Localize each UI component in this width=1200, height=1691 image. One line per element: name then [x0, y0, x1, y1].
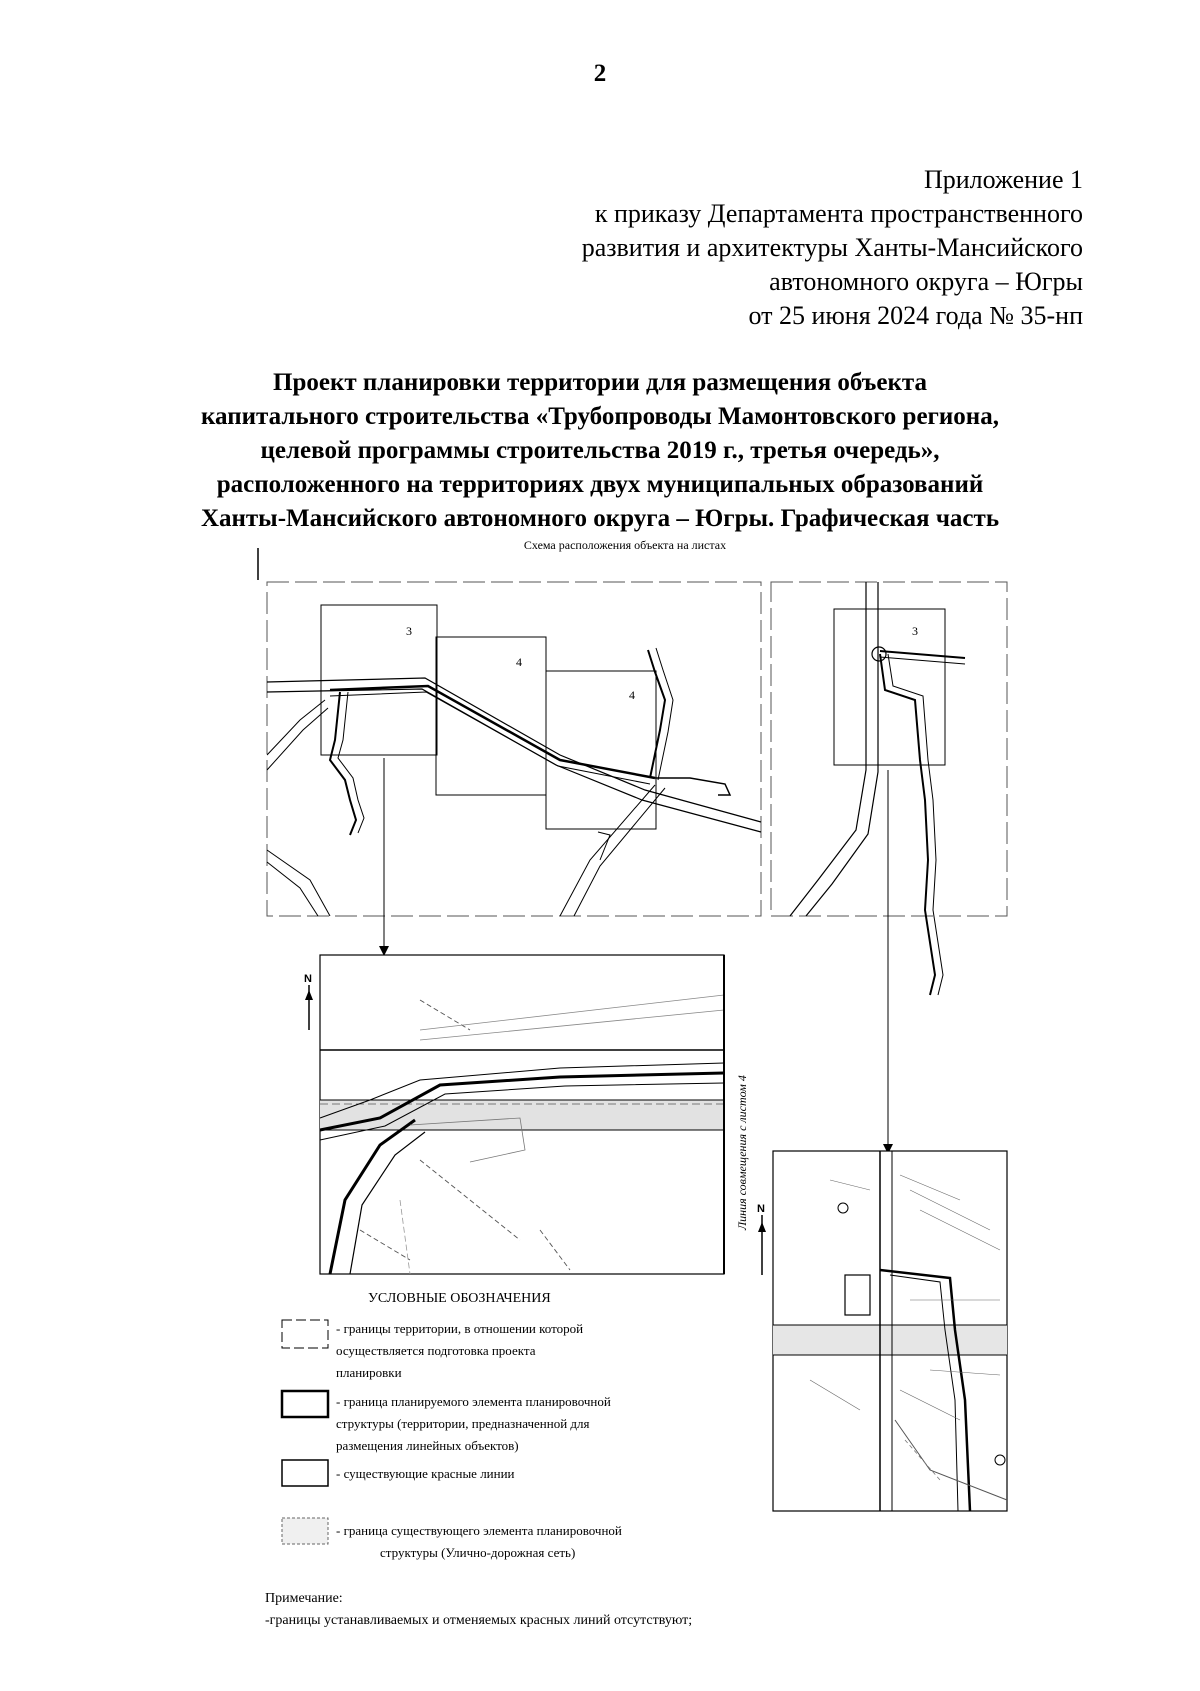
- appendix-line: Приложение 1: [923, 165, 1083, 194]
- legend-item-planned-element: [336, 1391, 611, 1457]
- match-line-label: Линия совмещения с листом 4: [735, 1075, 749, 1230]
- page-number: 2: [593, 60, 607, 87]
- appendix-line: от 25 июня 2024 года № 35-нп: [748, 301, 1083, 330]
- appendix-line: развития и архитектуры Ханты-Мансийского: [581, 233, 1083, 262]
- sheet-label: 4: [516, 655, 522, 669]
- appendix-line: автономного округа – Югры: [769, 267, 1083, 296]
- legend-symbol-road-network: [282, 1518, 328, 1544]
- legend-line: - существующие красные линии: [336, 1466, 515, 1481]
- legend-line: - граница планируемого элемента планировочной: [336, 1394, 611, 1409]
- sheet-label: 3: [912, 624, 918, 638]
- title-line: расположенного на территориях двух муниципальных образований: [216, 471, 984, 498]
- legend-item-road-network: [336, 1520, 622, 1564]
- legend-item-planning-territory: [336, 1318, 583, 1384]
- north-label: N: [757, 1203, 765, 1215]
- legend-symbol-red-lines: [282, 1460, 328, 1486]
- appendix-line: к приказу Департамента пространственного: [594, 199, 1083, 228]
- scheme-caption: Схема расположения объекта на листах: [523, 538, 727, 552]
- sheet-frame-4b: [546, 671, 656, 829]
- detail-map-right: [757, 1151, 1007, 1511]
- title-line: Ханты-Мансийского автономного округа – Югры. Графическая часть: [200, 505, 1000, 532]
- note-text: -границы устанавливаемых и отменяемых красных линий отсутствуют;: [265, 1613, 693, 1628]
- sheet-label: 3: [406, 624, 412, 638]
- title-line: капитального строительства «Трубопроводы Мамонтовского региона,: [201, 403, 999, 430]
- legend-line: осуществляется подготовка проекта: [336, 1343, 536, 1358]
- legend-line: структуры (территории, предназначенной для: [336, 1416, 590, 1431]
- legend-line: размещения линейных объектов): [336, 1438, 519, 1453]
- legend-line: планировки: [336, 1365, 402, 1380]
- legend-line: - граница существующего элемента планировочной: [336, 1523, 622, 1538]
- overview-map-right: [771, 582, 1007, 995]
- title-line: целевой программы строительства 2019 г., третья очередь»,: [260, 437, 940, 464]
- title-line: Проект планировки территории для размещения объекта: [273, 369, 927, 396]
- legend-item-red-lines: [336, 1463, 515, 1485]
- north-label: N: [304, 973, 312, 985]
- legend-line: - границы территории, в отношении которой: [336, 1321, 584, 1336]
- overview-map-left: [267, 582, 761, 916]
- legend-title: УСЛОВНЫЕ ОБОЗНАЧЕНИЯ: [368, 1291, 551, 1306]
- sheet-frame-3-right: [834, 609, 945, 765]
- legend-symbol-planning-territory: [282, 1320, 328, 1348]
- detail-map-left: [304, 955, 749, 1274]
- note-title: Примечание:: [265, 1591, 343, 1606]
- sheet-label: 4: [629, 688, 635, 702]
- legend-line: структуры (Улично-дорожная сеть): [380, 1545, 576, 1560]
- legend-symbol-planned-element: [282, 1391, 328, 1417]
